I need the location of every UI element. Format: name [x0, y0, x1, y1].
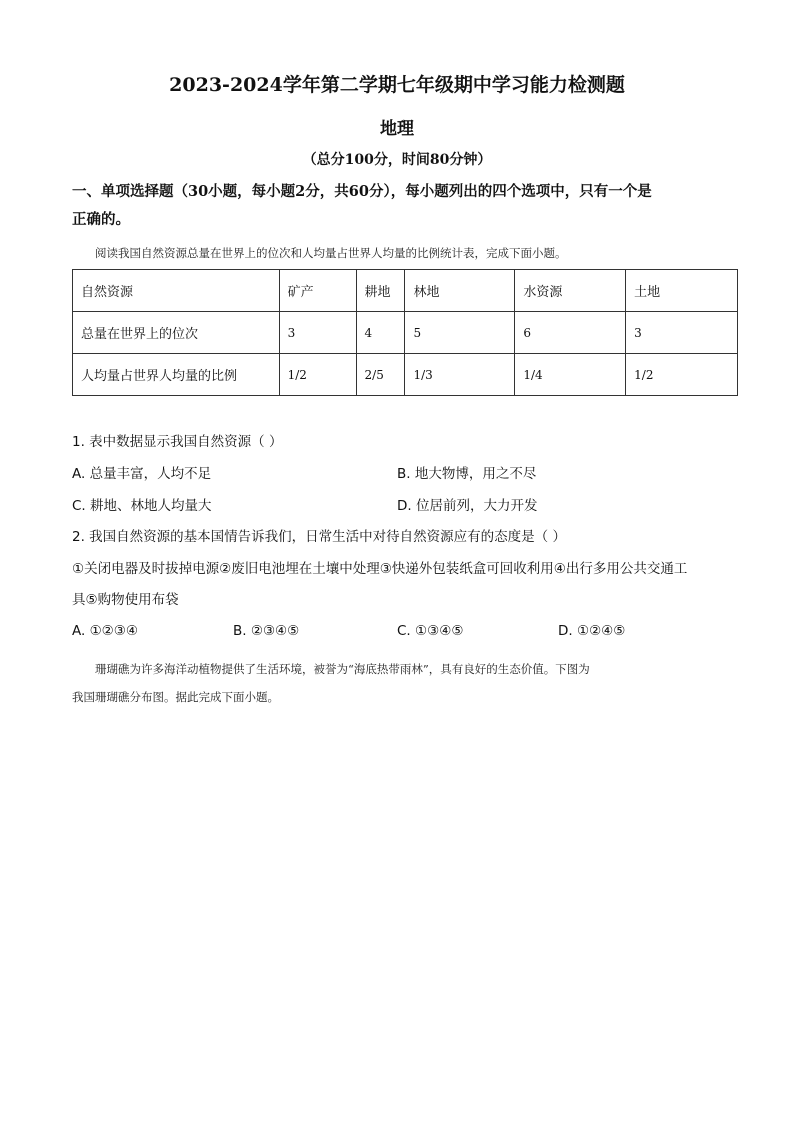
table-header-cell: 水资源 — [515, 270, 626, 312]
table-cell: 总量在世界上的位次 — [73, 312, 280, 354]
question-1-option-c: C. 耕地、林地人均量大 — [72, 498, 212, 514]
question-2-stem-line2: ①关闭电器及时拔掉电源②废旧电池埋在土壤中处理③快递外包装纸盒可回收利用④出行多用公共交通工 — [72, 561, 688, 577]
reading-intro-2-line1: 珊瑚礁为许多海洋动植物提供了生活环境，被誉为“海底热带雨林”，具有良好的生态价值。下图为 — [95, 662, 590, 676]
question-2-option-c: C. ①③④⑤ — [397, 623, 464, 639]
table-cell: 3 — [626, 312, 738, 354]
resource-table — [72, 269, 738, 396]
question-1-option-a: A. 总量丰富，人均不足 — [72, 466, 212, 482]
table-row — [73, 312, 738, 354]
reading-intro-2-line2: 我国珊瑚礁分布图。据此完成下面小题。 — [72, 690, 279, 704]
question-1-option-d: D. 位居前列，大力开发 — [397, 498, 538, 514]
section-heading-line1: 一、单项选择题（30小题，每小题2分，共60分），每小题列出的四个选项中，只有一个是 — [72, 183, 652, 200]
table-cell: 2/5 — [356, 354, 405, 396]
table-cell: 3 — [279, 312, 356, 354]
table-cell: 人均量占世界人均量的比例 — [73, 354, 280, 396]
reading-intro-1: 阅读我国自然资源总量在世界上的位次和人均量占世界人均量的比例统计表，完成下面小题。 — [95, 246, 567, 260]
table-row — [73, 354, 738, 396]
question-2-option-a: A. ①②③④ — [72, 623, 138, 639]
table-cell: 5 — [405, 312, 515, 354]
table-header-cell: 矿产 — [279, 270, 356, 312]
table-cell: 1/4 — [515, 354, 626, 396]
subject-title: 地理 — [380, 119, 414, 139]
table-header-cell: 土地 — [626, 270, 738, 312]
table-cell: 4 — [356, 312, 405, 354]
table-header-cell: 自然资源 — [73, 270, 280, 312]
section-heading — [72, 178, 732, 234]
question-2-stem-line3: 具⑤购物使用布袋 — [72, 592, 179, 608]
reading-intro-2 — [72, 655, 732, 711]
section-heading-line2: 正确的。 — [72, 211, 130, 228]
question-2-stem: 2. 我国自然资源的基本国情告诉我们，日常生活中对待自然资源应有的态度是（ ） — [72, 529, 566, 545]
question-1-stem: 1. 表中数据显示我国自然资源（ ） — [72, 434, 283, 450]
table-header-row — [73, 270, 738, 312]
question-1-option-b: B. 地大物博，用之不尽 — [397, 466, 537, 482]
table-cell: 1/2 — [279, 354, 356, 396]
exam-title: 2023-2024学年第二学期七年级期中学习能力检测题 — [169, 74, 625, 96]
table-cell: 1/2 — [626, 354, 738, 396]
table-header-cell: 林地 — [405, 270, 515, 312]
table-header-cell: 耕地 — [356, 270, 405, 312]
table-cell: 1/3 — [405, 354, 515, 396]
question-2-option-b: B. ②③④⑤ — [233, 623, 300, 639]
score-time-info: （总分100分，时间80分钟） — [302, 152, 492, 168]
table-cell: 6 — [515, 312, 626, 354]
question-2-option-d: D. ①②④⑤ — [558, 623, 626, 639]
